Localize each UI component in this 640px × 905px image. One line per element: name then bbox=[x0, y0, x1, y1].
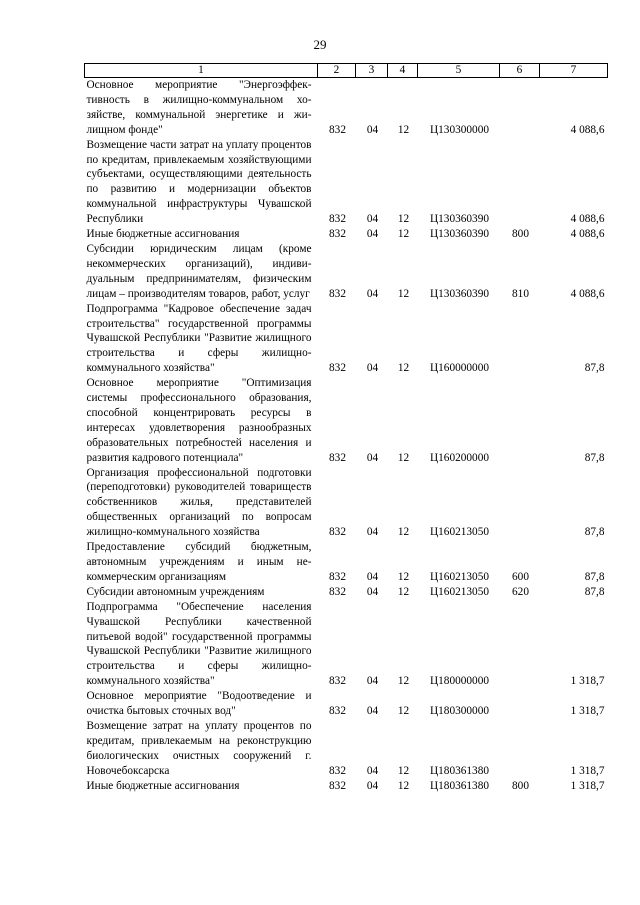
target-article-code: Ц130300000 bbox=[430, 123, 489, 136]
amount: 87,8 bbox=[584, 585, 605, 598]
subsection-code: 12 bbox=[397, 526, 410, 539]
grbs-code: 832 bbox=[329, 675, 346, 688]
column-header: 7 bbox=[540, 64, 608, 78]
expense-type-code: 800 bbox=[512, 228, 529, 241]
table-row bbox=[85, 585, 608, 600]
subsection-code: 12 bbox=[397, 213, 410, 226]
table-row bbox=[85, 540, 608, 585]
section-code: 04 bbox=[366, 287, 379, 300]
table-row bbox=[85, 466, 608, 541]
amount: 87,8 bbox=[584, 451, 605, 464]
target-article-code: Ц130360390 bbox=[430, 213, 489, 226]
expense-type-code bbox=[500, 138, 540, 227]
section-code: 04 bbox=[366, 570, 379, 583]
subsection-code: 12 bbox=[397, 123, 410, 136]
table-row bbox=[85, 779, 608, 794]
subsection-code: 12 bbox=[397, 362, 410, 375]
table-row bbox=[85, 689, 608, 719]
target-article-code: Ц160213050 bbox=[430, 526, 489, 539]
expense-type-code bbox=[500, 719, 540, 779]
expense-type-code bbox=[500, 600, 540, 689]
column-header: 2 bbox=[318, 64, 356, 78]
expense-type-code bbox=[500, 689, 540, 719]
subsection-code: 12 bbox=[397, 451, 410, 464]
row-name: Субсидии юридическим лицам (кроме некоммерческих организаций), индивидуальным предпринимателям, физическим лицам – производителям товаров, работ, услуг bbox=[86, 242, 312, 300]
expense-type-code bbox=[500, 376, 540, 465]
row-name: Иные бюджетные ассигнования bbox=[86, 228, 240, 241]
grbs-code: 832 bbox=[329, 362, 346, 375]
column-header: 3 bbox=[356, 64, 388, 78]
table-header-row bbox=[85, 64, 608, 78]
section-code: 04 bbox=[366, 362, 379, 375]
column-header: 4 bbox=[388, 64, 418, 78]
target-article-code: Ц180361380 bbox=[430, 779, 489, 792]
row-name: Подпрограмма "Кадровое обеспечение задач строительства" государственной программы Чувашской Республики "Развитие жилищного строительства и сферы жилищно-коммунального хозяйства" bbox=[86, 302, 312, 375]
section-code: 04 bbox=[366, 228, 379, 241]
grbs-code: 832 bbox=[329, 451, 346, 464]
amount: 1 318,7 bbox=[570, 764, 605, 777]
target-article-code: Ц160200000 bbox=[430, 451, 489, 464]
grbs-code: 832 bbox=[329, 123, 346, 136]
amount: 1 318,7 bbox=[570, 675, 605, 688]
row-name: Основное мероприятие "Оптимизация системы профессионального образования, способной концентрировать ресурсы в интересах удовлетворения разнообразных образовательных потребностей населения и развития кадрового потенциала" bbox=[86, 377, 312, 464]
grbs-code: 832 bbox=[329, 570, 346, 583]
grbs-code: 832 bbox=[329, 287, 346, 300]
table-row bbox=[85, 227, 608, 242]
expense-type-code: 800 bbox=[512, 779, 529, 792]
amount: 87,8 bbox=[584, 362, 605, 375]
target-article-code: Ц160213050 bbox=[430, 585, 489, 598]
table-row bbox=[85, 376, 608, 465]
column-header: 6 bbox=[500, 64, 540, 78]
expense-type-code: 600 bbox=[512, 570, 529, 583]
section-code: 04 bbox=[366, 779, 379, 792]
section-code: 04 bbox=[366, 764, 379, 777]
target-article-code: Ц180361380 bbox=[430, 764, 489, 777]
grbs-code: 832 bbox=[329, 585, 346, 598]
row-name: Субсидии автономным учреждениям bbox=[86, 585, 265, 598]
subsection-code: 12 bbox=[397, 228, 410, 241]
column-header: 5 bbox=[418, 64, 500, 78]
table-row bbox=[85, 302, 608, 377]
row-name: Подпрограмма "Обеспечение населения Чувашской Республики качественной питьевой водой" государственной программы Чувашской Республики "Развитие жилищного строительства и сферы жилищно-коммунального хозяйства" bbox=[86, 600, 312, 688]
section-code: 04 bbox=[366, 675, 379, 688]
section-code: 04 bbox=[366, 451, 379, 464]
section-code: 04 bbox=[366, 123, 379, 136]
expense-type-code bbox=[500, 466, 540, 541]
row-name: Основное мероприятие "Энергоэффективность в жилищно-коммунальном хозяйстве, коммунальной энергетике и жилищном фонде" bbox=[86, 79, 312, 136]
grbs-code: 832 bbox=[329, 213, 346, 226]
row-name: Возмещение затрат на уплату процентов по кредитам, привлекаемым на реконструкцию биологических очистных сооружений г. Новочебоксарска bbox=[86, 719, 312, 777]
target-article-code: Ц160213050 bbox=[430, 570, 489, 583]
page-number: 29 bbox=[313, 37, 327, 52]
subsection-code: 12 bbox=[397, 570, 410, 583]
amount: 4 088,6 bbox=[570, 287, 605, 300]
amount: 4 088,6 bbox=[570, 213, 605, 226]
subsection-code: 12 bbox=[397, 705, 410, 718]
amount: 87,8 bbox=[584, 570, 605, 583]
amount: 4 088,6 bbox=[570, 228, 605, 241]
table-row bbox=[85, 138, 608, 227]
row-name: Возмещение части затрат на уплату процентов по кредитам, привлекаемым хозяйствующими субъектами, осуществляющими деятельность по развитию и модернизации объектов коммунальной инфраструктуры Чувашской Республики bbox=[86, 138, 312, 226]
grbs-code: 832 bbox=[329, 779, 346, 792]
budget-table bbox=[84, 63, 608, 794]
grbs-code: 832 bbox=[329, 228, 346, 241]
section-code: 04 bbox=[366, 526, 379, 539]
target-article-code: Ц160000000 bbox=[430, 362, 489, 375]
row-name: Основное мероприятие "Водоотведение и очистка бытовых сточных вод" bbox=[86, 690, 312, 718]
target-article-code: Ц180000000 bbox=[430, 675, 489, 688]
table-row bbox=[85, 719, 608, 779]
expense-type-code bbox=[500, 78, 540, 138]
table-row bbox=[85, 600, 608, 689]
section-code: 04 bbox=[366, 213, 379, 226]
amount: 87,8 bbox=[584, 526, 605, 539]
section-code: 04 bbox=[366, 705, 379, 718]
column-header: 1 bbox=[85, 64, 318, 78]
expense-type-code bbox=[500, 302, 540, 377]
row-name: Иные бюджетные ассигнования bbox=[86, 779, 240, 792]
table-row bbox=[85, 242, 608, 302]
grbs-code: 832 bbox=[329, 764, 346, 777]
table-row bbox=[85, 78, 608, 138]
target-article-code: Ц130360390 bbox=[430, 228, 489, 241]
section-code: 04 bbox=[366, 585, 379, 598]
subsection-code: 12 bbox=[397, 287, 410, 300]
row-name: Организация профессиональной подготовки (переподготовки) руководителей товариществ собственников жилья, представителей общественных организаций по вопросам жилищно-коммунального хозяйства bbox=[86, 466, 312, 539]
grbs-code: 832 bbox=[329, 705, 346, 718]
amount: 1 318,7 bbox=[570, 779, 605, 792]
target-article-code: Ц130360390 bbox=[430, 287, 489, 300]
amount: 1 318,7 bbox=[570, 705, 605, 718]
expense-type-code: 810 bbox=[512, 287, 529, 300]
subsection-code: 12 bbox=[397, 675, 410, 688]
subsection-code: 12 bbox=[397, 779, 410, 792]
expense-type-code: 620 bbox=[512, 585, 529, 598]
subsection-code: 12 bbox=[397, 585, 410, 598]
subsection-code: 12 bbox=[397, 764, 410, 777]
grbs-code: 832 bbox=[329, 526, 346, 539]
target-article-code: Ц180300000 bbox=[430, 705, 489, 718]
amount: 4 088,6 bbox=[570, 123, 605, 136]
row-name: Предоставление субсидий бюджетным, автономным учреждениям и иным некоммерческим организациям bbox=[86, 541, 312, 583]
